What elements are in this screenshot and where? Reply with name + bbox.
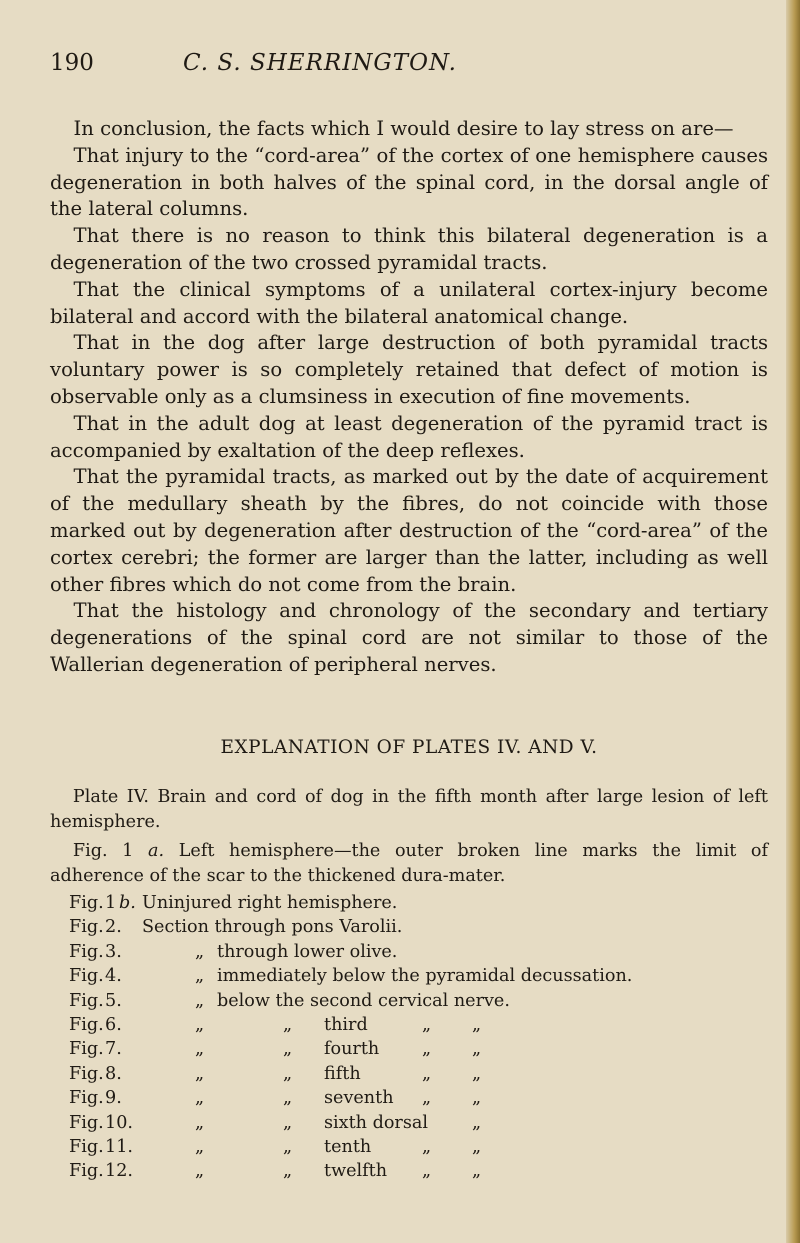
ditto-mark: „: [283, 1161, 293, 1182]
paragraph: That the pyramidal tracts, as marked out by the date of acquirement of the medullary sheath by the fibres, do not coincide with those marked out by degeneration after destruction of the “cord-area” of the cortex cerebri; the former are larger than the latter, including as well other fibres which do not come from the brain.: [50, 465, 768, 596]
fig-number: 1: [105, 893, 117, 913]
fig-number: 7.: [105, 1039, 122, 1060]
ditto-mark: „: [472, 1136, 482, 1157]
ditto-mark: „: [422, 1039, 432, 1060]
fig-number: 11.: [105, 1136, 133, 1157]
body-text: [50, 116, 768, 679]
fig-label: Fig.: [69, 1112, 104, 1133]
fig-number: 3.: [105, 941, 122, 962]
fig-number: 12.: [105, 1161, 133, 1182]
ditto-mark: „: [195, 1112, 205, 1133]
fig-ordinal: tenth: [324, 1136, 372, 1157]
ditto-mark: „: [472, 1039, 482, 1060]
paragraph: That in the adult dog at least degeneration of the pyramid tract is accompanied by exaltation of the deep reflexes.: [50, 411, 768, 462]
fig-text: Left hemisphere—the outer broken line marks the limit of adherence of the scar to the thickened dura-mater.: [50, 841, 769, 886]
ditto-mark: „: [195, 966, 205, 987]
ditto-mark: „: [472, 1088, 482, 1109]
fig-text: Uninjured right hemisphere.: [142, 893, 398, 913]
ditto-mark: „: [472, 1161, 482, 1182]
fig-label: Fig.: [69, 1161, 104, 1182]
ditto-mark: „: [472, 1014, 482, 1035]
ditto-mark: „: [283, 1136, 293, 1157]
ditto-mark: „: [283, 1039, 293, 1060]
plate-explanation: [50, 785, 768, 893]
running-head: C. S. SHERRINGTON.: [183, 50, 457, 76]
ditto-mark: „: [195, 1136, 205, 1157]
ditto-mark: „: [422, 1088, 432, 1109]
ditto-mark: „: [422, 1014, 432, 1035]
ditto-mark: „: [195, 1014, 205, 1035]
fig-1a-entry: [50, 839, 768, 888]
ditto-mark: „: [195, 1088, 205, 1109]
fig-ordinal: seventh: [324, 1088, 394, 1109]
fig-number: 9.: [105, 1088, 122, 1109]
fig-label: Fig.: [69, 1039, 104, 1060]
fig-label: Fig.: [69, 990, 104, 1011]
paragraph: That the clinical symptoms of a unilateral cortex-injury become bilateral and accord with the bilateral anatomical change.: [50, 277, 768, 328]
ditto-mark: „: [422, 1063, 432, 1084]
fig-label: Fig.: [69, 1136, 104, 1157]
ditto-mark: „: [472, 1063, 482, 1084]
fig-text: Section through pons Varolii.: [142, 917, 403, 938]
fig-text: immediately below the pyramidal decussation.: [217, 966, 633, 987]
fig-label: Fig.: [69, 941, 104, 962]
page-edge-decoration: [786, 0, 800, 1243]
fig-label: Fig.: [69, 917, 104, 938]
fig-label: Fig.: [69, 1014, 104, 1035]
fig-number: 4.: [105, 966, 122, 987]
section-title: EXPLANATION OF PLATES IV. AND V.: [220, 737, 598, 758]
ditto-mark: „: [472, 1112, 482, 1133]
fig-number: 10.: [105, 1112, 133, 1133]
fig-number: 5.: [105, 990, 122, 1011]
fig-label: Fig.: [69, 1063, 104, 1084]
ditto-mark: „: [283, 1088, 293, 1109]
fig-number: 8.: [105, 1063, 122, 1084]
ditto-mark: „: [195, 1039, 205, 1060]
fig-letter: b.: [119, 893, 136, 913]
paragraph: That the histology and chronology of the secondary and tertiary degenerations of the spinal cord are not similar to those of the Wallerian degeneration of peripheral nerves.: [50, 599, 768, 676]
ditto-mark: „: [422, 1161, 432, 1182]
plate-description: Plate IV. Brain and cord of dog in the fifth month after large lesion of left hemisphere.: [50, 787, 768, 832]
paragraph: That there is no reason to think this bilateral degeneration is a degeneration of the two crossed pyramidal tracts.: [50, 224, 768, 274]
fig-number: 6.: [105, 1014, 122, 1035]
ditto-mark: „: [195, 941, 205, 962]
fig-number: 2.: [105, 917, 122, 938]
ditto-mark: „: [195, 1161, 205, 1182]
fig-text: through lower olive.: [217, 941, 398, 962]
fig-ordinal: third: [324, 1014, 368, 1035]
fig-label: Fig.: [69, 966, 104, 987]
fig-label: Fig.: [69, 1088, 104, 1109]
fig-text: below the second cervical nerve.: [217, 990, 510, 1011]
fig-ordinal: sixth dorsal: [324, 1112, 428, 1133]
fig-label: Fig.: [69, 893, 104, 913]
paragraph: That injury to the “cord-area” of the cortex of one hemisphere causes degeneration in both halves of the spinal cord, in the dorsal angle of the lateral columns.: [50, 143, 768, 221]
fig-ordinal: twelfth: [324, 1161, 388, 1182]
fig-ordinal: fifth: [324, 1063, 361, 1084]
ditto-mark: „: [283, 1014, 293, 1035]
fig-ordinal: fourth: [324, 1039, 380, 1060]
page-header: [50, 50, 750, 80]
fig-label: Fig. 1: [72, 841, 134, 861]
ditto-mark: „: [422, 1136, 432, 1157]
ditto-mark: „: [195, 990, 205, 1011]
paragraph: That in the dog after large destruction of both pyramidal tracts voluntary power is so completely retained that defect of motion is observable only as a clumsiness in execution of fine movements.: [50, 331, 768, 408]
ditto-mark: „: [283, 1063, 293, 1084]
paragraph: In conclusion, the facts which I would desire to lay stress on are—: [73, 117, 734, 140]
fig-letter: a.: [148, 841, 165, 861]
page-number: 190: [50, 50, 94, 76]
ditto-mark: „: [283, 1112, 293, 1133]
ditto-mark: „: [195, 1063, 205, 1084]
